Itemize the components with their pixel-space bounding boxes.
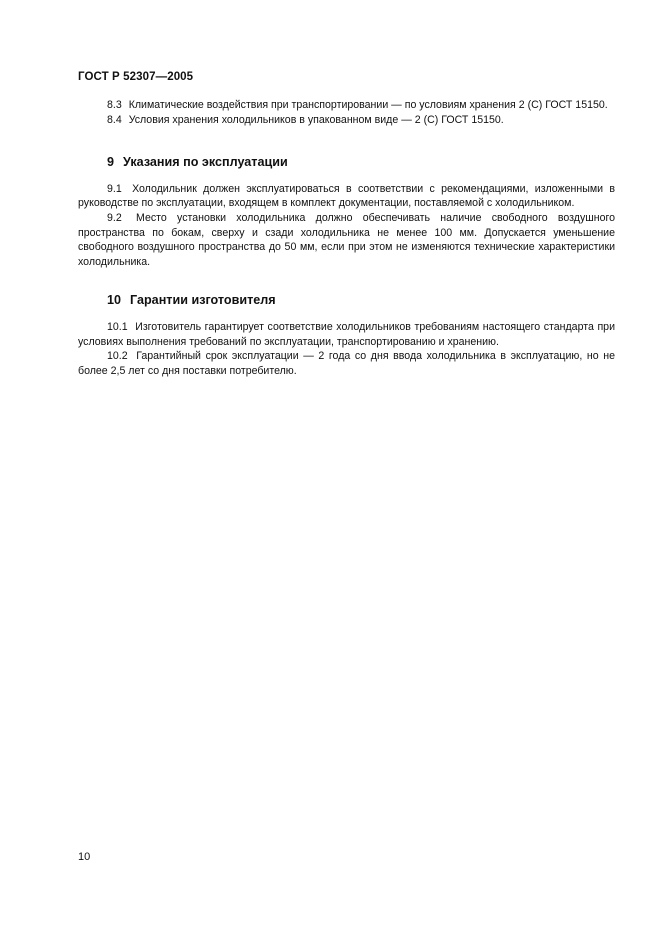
paragraph-10-2: [78, 349, 615, 378]
paragraph-8-4: [78, 113, 615, 128]
paragraph-9-2: [78, 211, 615, 269]
paragraph-text: Место установки холодильника должно обеспечивать наличие свободного воздушного пространства по бокам, сверху и сзади холодильника не менее 100 мм. Допускается уменьшение свободного воздушного пространства до 50 мм, если при этом не изменяются технические характеристики холодильника.: [78, 211, 615, 268]
section-10-heading: [78, 293, 615, 308]
paragraph-number: 9.1: [107, 182, 122, 195]
page-number: 10: [78, 851, 91, 863]
section-title: Указания по эксплуатации: [123, 155, 288, 170]
paragraph-text: Холодильник должен эксплуатироваться в соответствии с рекомендациями, изложенными в руководстве по эксплуатации, входящем в комплект документации, поставляемой с холодильником.: [78, 182, 615, 210]
section-number: 9: [107, 155, 115, 170]
paragraph-10-1: [78, 320, 615, 349]
paragraph-text: Условия хранения холодильников в упакованном виде — 2 (С) ГОСТ 15150.: [128, 113, 504, 126]
paragraph-number: 8.4: [107, 113, 122, 126]
paragraph-text: Изготовитель гарантирует соответствие холодильников требованиям настоящего стандарта при условиях выполнения требований по эксплуатации, транспортированию и хранению.: [78, 320, 615, 348]
paragraph-9-1: [78, 182, 615, 211]
document-code-header: ГОСТ Р 52307—2005: [78, 71, 194, 83]
section-9-heading: [78, 155, 615, 170]
paragraph-number: 9.2: [107, 211, 122, 224]
paragraph-text: Климатические воздействия при транспортировании — по условиям хранения 2 (С) ГОСТ 15150.: [128, 99, 608, 111]
page-content: [78, 98, 615, 378]
section-number: 10: [107, 293, 122, 308]
paragraph-text: Гарантийный срок эксплуатации — 2 года со дня ввода холодильника в эксплуатацию, но не более 2,5 лет со дня поставки потребителю.: [78, 350, 615, 377]
paragraph-number: 10.2: [107, 350, 128, 363]
paragraph-number: 8.3: [107, 99, 122, 111]
paragraph-number: 10.1: [107, 320, 128, 333]
section-title: Гарантии изготовителя: [130, 293, 276, 308]
paragraph-8-3: [78, 98, 615, 113]
